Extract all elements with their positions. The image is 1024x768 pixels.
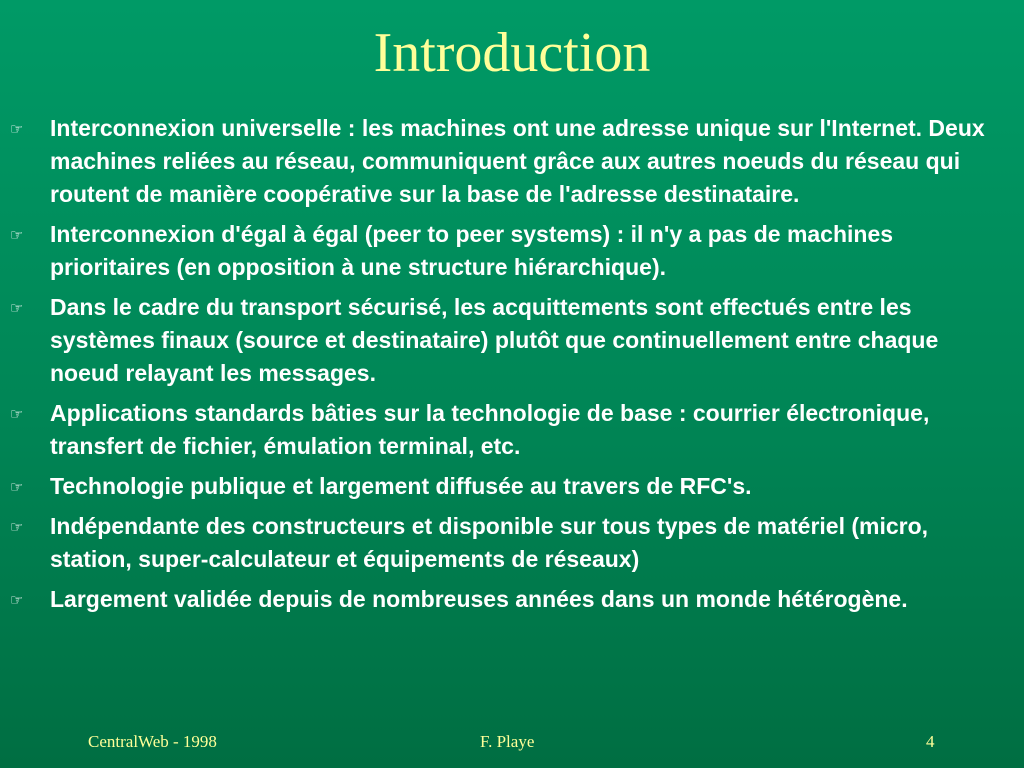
bullet-text: Largement validée depuis de nombreuses années dans un monde hétérogène. [50, 586, 908, 612]
bullet-item [0, 218, 1024, 284]
bullet-item [0, 112, 1024, 211]
pointing-hand-icon: ☞ [10, 591, 24, 609]
bullet-text: Dans le cadre du transport sécurisé, les acquittements sont effectués entre les systèmes finaux (source et destinataire) plutôt que continuellement entre chaque noeud relayant les messages. [50, 294, 939, 386]
bullet-text: Interconnexion d'égal à égal (peer to peer systems) : il n'y a pas de machines prioritaires (en opposition à une structure hiérarchique). [50, 221, 894, 280]
bullet-item [0, 397, 1024, 463]
footer-source: CentralWeb - 1998 [88, 732, 217, 751]
pointing-hand-icon: ☞ [10, 518, 24, 536]
bullet-text: Indépendante des constructeurs et disponible sur tous types de matériel (micro, station, super-calculateur et équipements de réseaux) [50, 513, 929, 572]
pointing-hand-icon: ☞ [10, 299, 24, 317]
pointing-hand-icon: ☞ [10, 478, 24, 496]
page-number: 4 [926, 732, 935, 751]
bullet-item [0, 470, 1024, 503]
pointing-hand-icon: ☞ [10, 120, 24, 138]
slide-title: Introduction [373, 22, 651, 84]
pointing-hand-icon: ☞ [10, 226, 24, 244]
pointing-hand-icon: ☞ [10, 405, 24, 423]
bullet-item [0, 583, 1024, 616]
bullet-item [0, 291, 1024, 390]
bullet-text: Interconnexion universelle : les machines ont une adresse unique sur l'Internet. Deux machines reliées au réseau, communiquent grâce aux autres noeuds du réseau qui routent de manière coopérative sur la base de l'adresse destinataire. [50, 115, 985, 207]
bullet-text: Technologie publique et largement diffusée au travers de RFC's. [50, 473, 752, 499]
bullet-item [0, 510, 1024, 576]
bullet-list [0, 112, 1024, 623]
footer-author: F. Playe [480, 732, 535, 751]
bullet-text: Applications standards bâties sur la technologie de base : courrier électronique, transfert de fichier, émulation terminal, etc. [50, 400, 930, 459]
